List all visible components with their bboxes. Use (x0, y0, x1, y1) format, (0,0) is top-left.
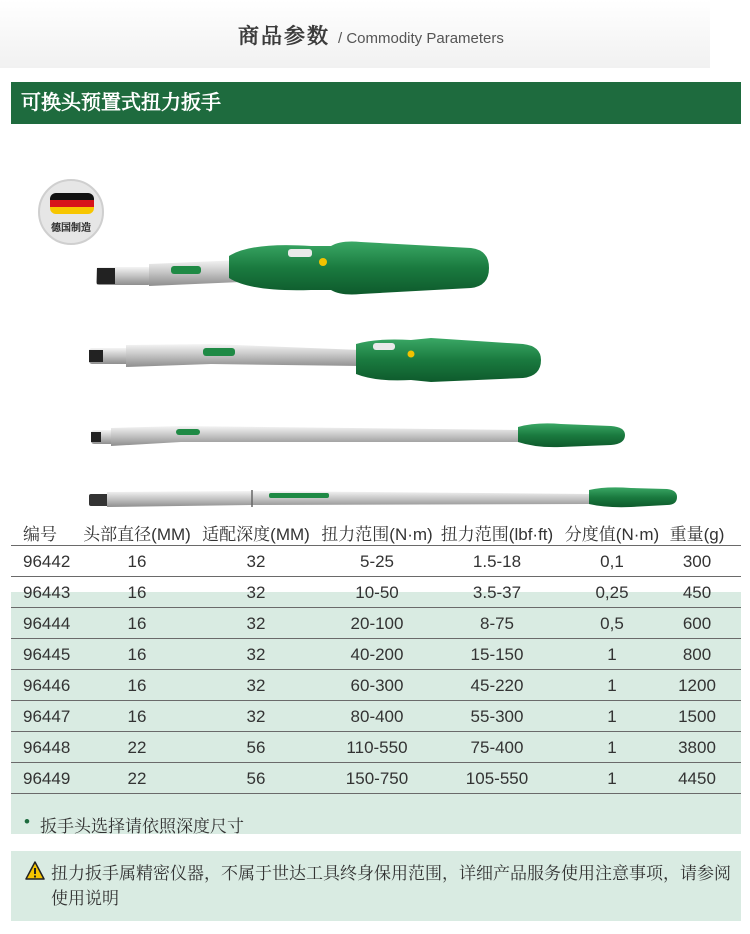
cell-code: 96442 (23, 552, 71, 571)
wrench-3 (91, 423, 625, 447)
depth-note: 扳手头选择请依照深度尺寸 (40, 817, 244, 836)
header-title-cn: 商品参数 (238, 23, 330, 48)
wrench-1-lock (319, 258, 327, 266)
cell-torque-nm: 40-200 (350, 645, 404, 664)
cell-head-diameter: 22 (127, 769, 147, 788)
cell-torque-lbf: 75-400 (470, 738, 524, 757)
cell-code: 96446 (23, 676, 71, 695)
cell-graduation: 0,25 (595, 583, 629, 602)
cell-head-diameter: 22 (127, 738, 147, 757)
cell-head-diameter: 16 (127, 614, 147, 633)
col-header-graduation: 分度值(N·m) (564, 525, 660, 544)
cell-depth: 32 (246, 583, 266, 602)
col-header-torque-lbf: 扭力范围(lbf·ft) (440, 525, 554, 544)
wrench-3-drive (91, 432, 101, 442)
wrench-2-lock (408, 351, 415, 358)
col-header-depth: 适配深度(MM) (202, 525, 310, 544)
cell-weight: 450 (682, 583, 712, 602)
cell-depth: 32 (246, 552, 266, 571)
col-header-weight: 重量(g) (669, 525, 725, 544)
cell-weight: 3800 (678, 738, 716, 757)
panel-title: 可换头预置式扭力扳手 (11, 82, 741, 124)
header-band (0, 0, 710, 68)
cell-code: 96447 (23, 707, 71, 726)
table-row (11, 639, 741, 670)
wrench-2-drive (89, 350, 103, 362)
wrench-2-logo (203, 348, 235, 356)
cell-depth: 32 (246, 707, 266, 726)
cell-code: 96444 (23, 614, 71, 633)
wrench-2-shaft (126, 344, 361, 367)
cell-weight: 600 (682, 614, 712, 633)
cell-weight: 300 (682, 552, 712, 571)
warning-text: 扭力扳手属精密仪器，不属于世达工具终身保用范围，详细产品服务使用注意事项，请参阅使用说明 (51, 864, 731, 908)
wrench-1-grip (229, 242, 489, 295)
wrench-3-grip (518, 423, 625, 447)
wrench-4 (89, 487, 677, 507)
wrench-1-drive (97, 268, 115, 284)
warning-icon (25, 861, 45, 881)
table-row (11, 546, 741, 577)
cell-torque-lbf: 15-150 (470, 645, 524, 664)
cell-graduation: 1 (607, 707, 617, 726)
badge-label: 德国制造 (51, 223, 91, 234)
cell-torque-nm: 80-400 (350, 707, 404, 726)
cell-graduation: 0,1 (600, 552, 624, 571)
wrench-3-logo (176, 429, 200, 435)
wrench-4-logo (269, 493, 329, 498)
col-header-code: 编号 (23, 525, 57, 544)
cell-graduation: 1 (607, 769, 617, 788)
cell-depth: 32 (246, 614, 266, 633)
wrench-4-drive (89, 494, 109, 506)
cell-torque-nm: 150-750 (345, 769, 409, 788)
col-header-torque-nm: 扭力范围(N·m) (321, 525, 433, 544)
cell-code: 96445 (23, 645, 71, 664)
cell-weight: 4450 (678, 769, 716, 788)
cell-torque-nm: 20-100 (350, 614, 404, 633)
cell-torque-lbf: 45-220 (470, 676, 524, 695)
cell-code: 96443 (23, 583, 71, 602)
cell-depth: 32 (246, 645, 266, 664)
cell-graduation: 1 (607, 676, 617, 695)
wrench-4-shaft (107, 491, 591, 507)
wrench-4-grip (589, 487, 677, 507)
cell-weight: 800 (682, 645, 712, 664)
cell-depth: 32 (246, 676, 266, 695)
table-row (11, 670, 741, 701)
warning-box (11, 851, 741, 921)
header-title-en: / Commodity Parameters (338, 30, 504, 47)
cell-graduation: 0,5 (600, 614, 624, 633)
wrench-1-logo (171, 266, 201, 274)
bullet-icon: • (24, 812, 30, 831)
cell-depth: 56 (246, 769, 266, 788)
cell-depth: 56 (246, 738, 266, 757)
col-header-head-diameter: 头部直径(MM) (83, 525, 191, 544)
table-row (11, 732, 741, 763)
cell-code: 96448 (23, 738, 71, 757)
cell-head-diameter: 16 (127, 707, 147, 726)
table-row (11, 763, 741, 794)
cell-torque-lbf: 1.5-18 (472, 552, 522, 571)
wrench-2 (89, 338, 541, 382)
cell-torque-nm: 60-300 (350, 676, 404, 695)
cell-weight: 1500 (678, 707, 716, 726)
cell-torque-lbf: 105-550 (465, 769, 529, 788)
cell-head-diameter: 16 (127, 552, 147, 571)
table-header-row (11, 515, 741, 546)
cell-head-diameter: 16 (127, 676, 147, 695)
cell-head-diameter: 16 (127, 583, 147, 602)
cell-torque-nm: 5-25 (359, 552, 395, 571)
cell-head-diameter: 16 (127, 645, 147, 664)
cell-code: 96449 (23, 769, 71, 788)
wrench-1 (96, 242, 489, 295)
cell-graduation: 1 (607, 645, 617, 664)
cell-torque-lbf: 55-300 (470, 707, 524, 726)
table-row (11, 577, 741, 608)
wrench-3-shaft (111, 426, 521, 446)
table-row (11, 608, 741, 639)
cell-torque-lbf: 8-75 (479, 614, 515, 633)
cell-weight: 1200 (678, 676, 716, 695)
wrench-2-window (373, 343, 395, 350)
header-title (238, 20, 504, 50)
cell-torque-nm: 110-550 (346, 738, 408, 757)
cell-torque-nm: 10-50 (355, 583, 399, 602)
table-row (11, 701, 741, 732)
wrench-1-window (288, 249, 312, 257)
cell-torque-lbf: 3.5-37 (472, 583, 522, 602)
cell-graduation: 1 (607, 738, 617, 757)
